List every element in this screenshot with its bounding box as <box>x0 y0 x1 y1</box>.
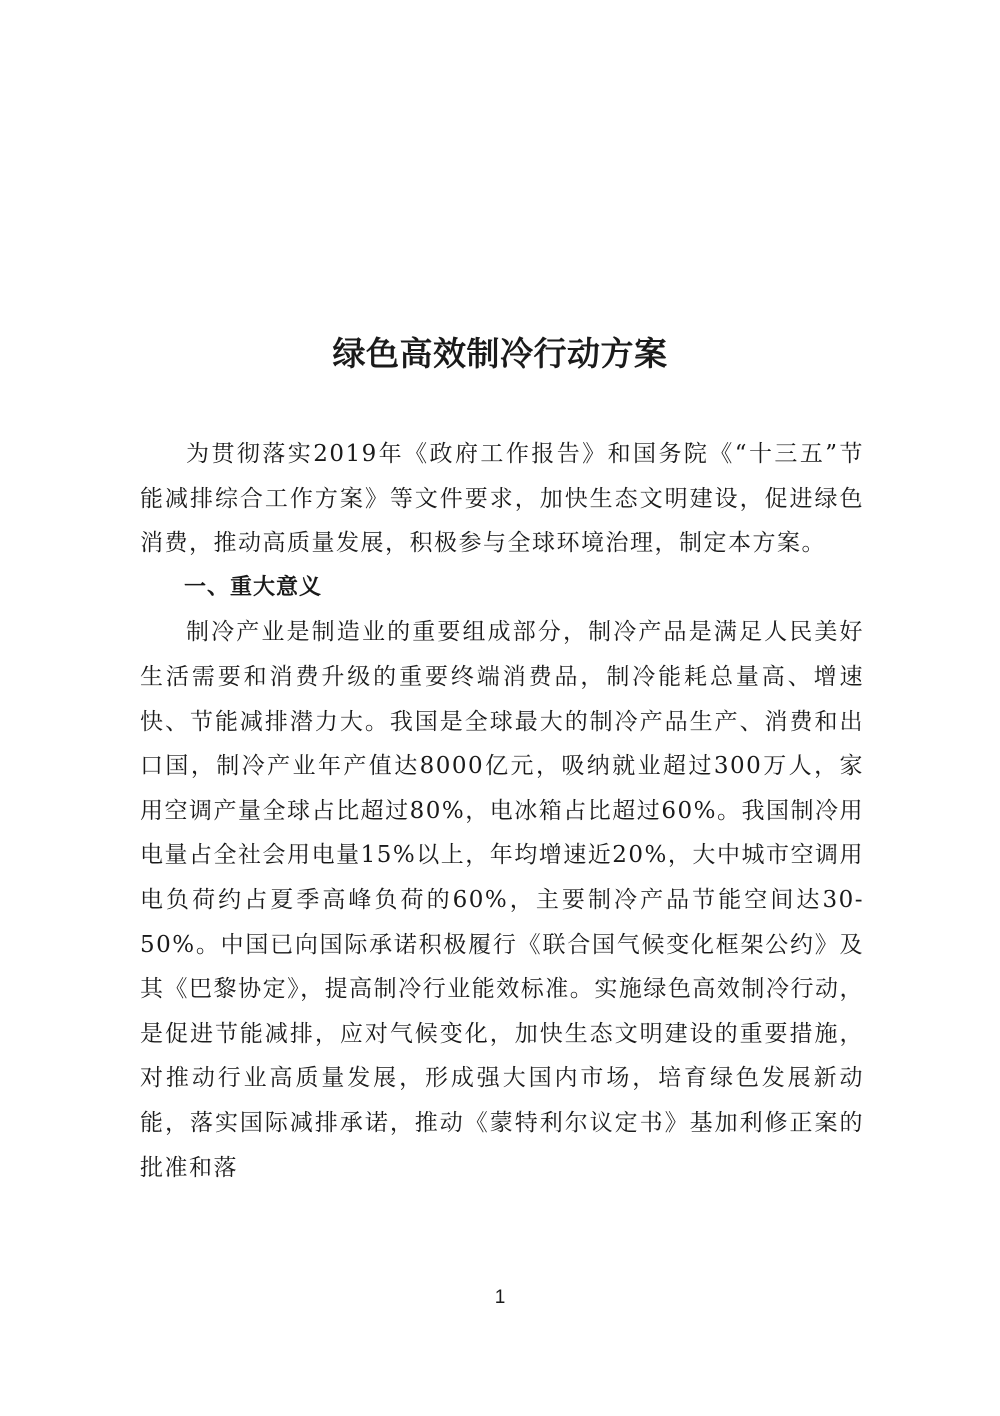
intro-paragraph: 为贯彻落实2019年《政府工作报告》和国务院《“十三五”节能减排综合工作方案》等文件要求，加快生态文明建设，促进绿色消费，推动高质量发展，积极参与全球环境治理，制定本方案。 <box>140 441 864 557</box>
page-number: 1 <box>494 1287 506 1308</box>
document-body <box>140 432 864 1190</box>
section-heading: 一、重大意义 <box>184 574 323 600</box>
section-paragraph: 制冷产业是制造业的重要组成部分，制冷产品是满足人民美好生活需要和消费升级的重要终端消费品，制冷能耗总量高、增速快、节能减排潜力大。我国是全球最大的制冷产品生产、消费和出口国，制冷产业年产值达8000亿元，吸纳就业超过300万人，家用空调产量全球占比超过80%，电冰箱占比超过60%。我国制冷用电量占全社会用电量15%以上，年均增速近20%，大中城市空调用电负荷约占夏季高峰负荷的60%，主要制冷产品节能空间达30-50%。中国已向国际承诺积极履行《联合国气候变化框架公约》及其《巴黎协定》，提高制冷行业能效标准。实施绿色高效制冷行动，是促进节能减排，应对气候变化，加快生态文明建设的重要措施，对推动行业高质量发展，形成强大国内市场，培育绿色发展新动能，落实国际减排承诺，推动《蒙特利尔议定书》基加利修正案的批准和落 <box>140 619 864 1181</box>
page-title: 绿色高效制冷行动方案 <box>332 334 668 373</box>
